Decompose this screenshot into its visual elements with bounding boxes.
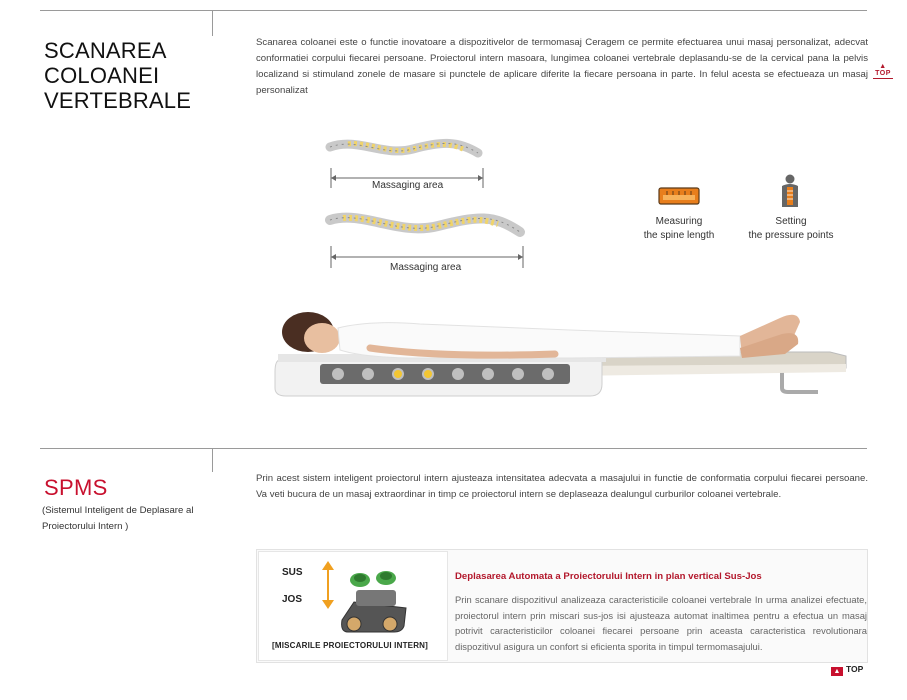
pressure-points-icon bbox=[779, 174, 801, 208]
massaging-area-label-1: Massaging area bbox=[372, 180, 444, 191]
section-description-spine-scan: Scanarea coloanei este o functie inovatoare a dispozitivelor de termomasaj Ceragem ce permite efectuarea unui masaj personalizat, adecvat conformatiei corpului fiecarei persoane. Proiectorul intern masoara, lungimea coloanei vertebrale deplasandu-se de la cervical pana la pelvis localizand si stimuland zonele de masare si punctele de aplicare diferite la fiecare persoana in parte. In felul acesta se efectueaza un masaj personalizat bbox=[256, 37, 868, 96]
vertical-divider bbox=[212, 448, 213, 472]
title-line: VERTEBRALE bbox=[44, 88, 192, 113]
projector-caption: [MISCARILE PROIECTORULUI INTERN] bbox=[272, 641, 429, 650]
top-link-bottom[interactable]: ▲ TOP bbox=[831, 664, 863, 676]
feature-title: Deplasarea Automata a Proiectorului Intern in plan vertical Sus-Jos bbox=[455, 571, 762, 582]
title-line: SCANAREA bbox=[44, 38, 167, 63]
section-divider-top bbox=[40, 10, 867, 11]
title-line: COLOANEI bbox=[44, 63, 160, 88]
sus-label: SUS bbox=[282, 567, 303, 578]
up-down-arrow-icon bbox=[322, 561, 334, 609]
section-divider-spms bbox=[40, 448, 867, 449]
spine-illustration-2 bbox=[328, 208, 528, 242]
internal-projector-illustration bbox=[334, 562, 414, 636]
feature-description: Prin scanare dispozitivul analizeaza caracteristicile coloanei vertebrale In urma analizei efectuate, proiectorul intern prin miscari sus-jos isi ajusteaza automat inaltimea pentru a efectua un masaj potrivit caracteristicilor coloanei fiecarei persoane prin aceasta caracteristica revolutionara dispozitivul asigura un confort si eficienta sporita in timpul termomasajului. bbox=[455, 594, 867, 652]
section-title-spms: SPMS bbox=[44, 475, 108, 500]
section-description-spms: Prin acest sistem inteligent proiectorul intern ajusteaza intensitatea adecvata a masajului in functie de conformatia corpului fiecarei persoane. Va veti bucura de un masaj extraordinar in timp ce proiectorul intern se deplaseaza dealungul curburilor coloanei vertebrale. bbox=[256, 473, 868, 500]
setting-label: Setting the pressure points bbox=[748, 216, 834, 241]
vertical-divider bbox=[212, 10, 213, 36]
up-arrow-icon: ▲ bbox=[831, 667, 843, 676]
massaging-area-label-2: Massaging area bbox=[390, 262, 462, 273]
jos-label: JOS bbox=[282, 594, 303, 605]
spms-subtitle: (Sistemul Inteligent de Deplasare al Proiectorului Intern ) bbox=[42, 505, 194, 532]
massage-bed-illustration bbox=[270, 292, 850, 402]
up-arrow-icon: ▲ bbox=[879, 63, 887, 70]
top-link[interactable]: ▲ TOP bbox=[873, 64, 893, 79]
spine-illustration-1 bbox=[328, 135, 488, 165]
spine-length-measure-icon bbox=[658, 187, 700, 205]
measuring-label: Measuring the spine length bbox=[643, 216, 715, 241]
section-title-spine-scan bbox=[44, 38, 214, 113]
